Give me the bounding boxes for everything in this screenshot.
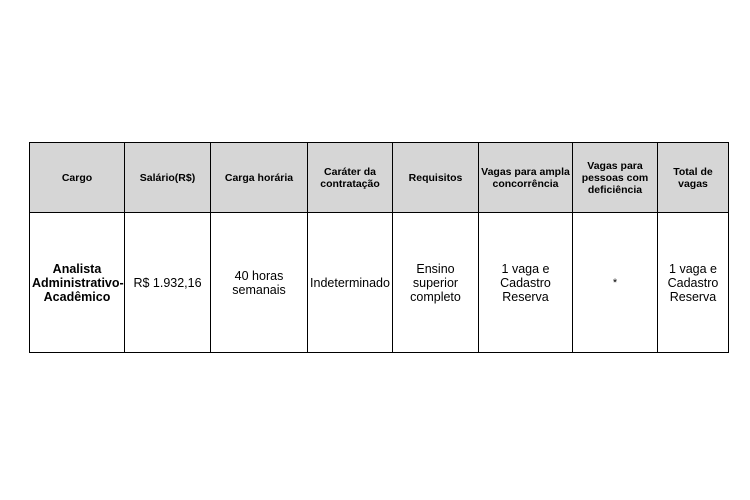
cell-carater-contratacao: Indeterminado — [308, 213, 393, 353]
header-salario: Salário(R$) — [125, 143, 211, 213]
header-vagas-pcd: Vagas para pessoas com deficiência — [573, 143, 658, 213]
job-vacancy-table — [29, 142, 729, 353]
header-requisitos: Requisitos — [393, 143, 479, 213]
header-total-vagas: Total de vagas — [658, 143, 729, 213]
cell-salario: R$ 1.932,16 — [125, 213, 211, 353]
cell-vagas-pcd: * — [573, 213, 658, 353]
header-carga-horaria: Carga horária — [211, 143, 308, 213]
cell-requisitos: Ensino superior completo — [393, 213, 479, 353]
cell-carga-horaria: 40 horas semanais — [211, 213, 308, 353]
cell-cargo: Analista Administrativo-Acadêmico — [30, 213, 125, 353]
header-cargo: Cargo — [30, 143, 125, 213]
cell-vagas-ampla: 1 vaga e Cadastro Reserva — [479, 213, 573, 353]
table-header-row — [30, 143, 729, 213]
header-carater-contratacao: Caráter da contratação — [308, 143, 393, 213]
header-vagas-ampla: Vagas para ampla concorrência — [479, 143, 573, 213]
cell-total-vagas: 1 vaga e Cadastro Reserva — [658, 213, 729, 353]
table-row — [30, 213, 729, 353]
